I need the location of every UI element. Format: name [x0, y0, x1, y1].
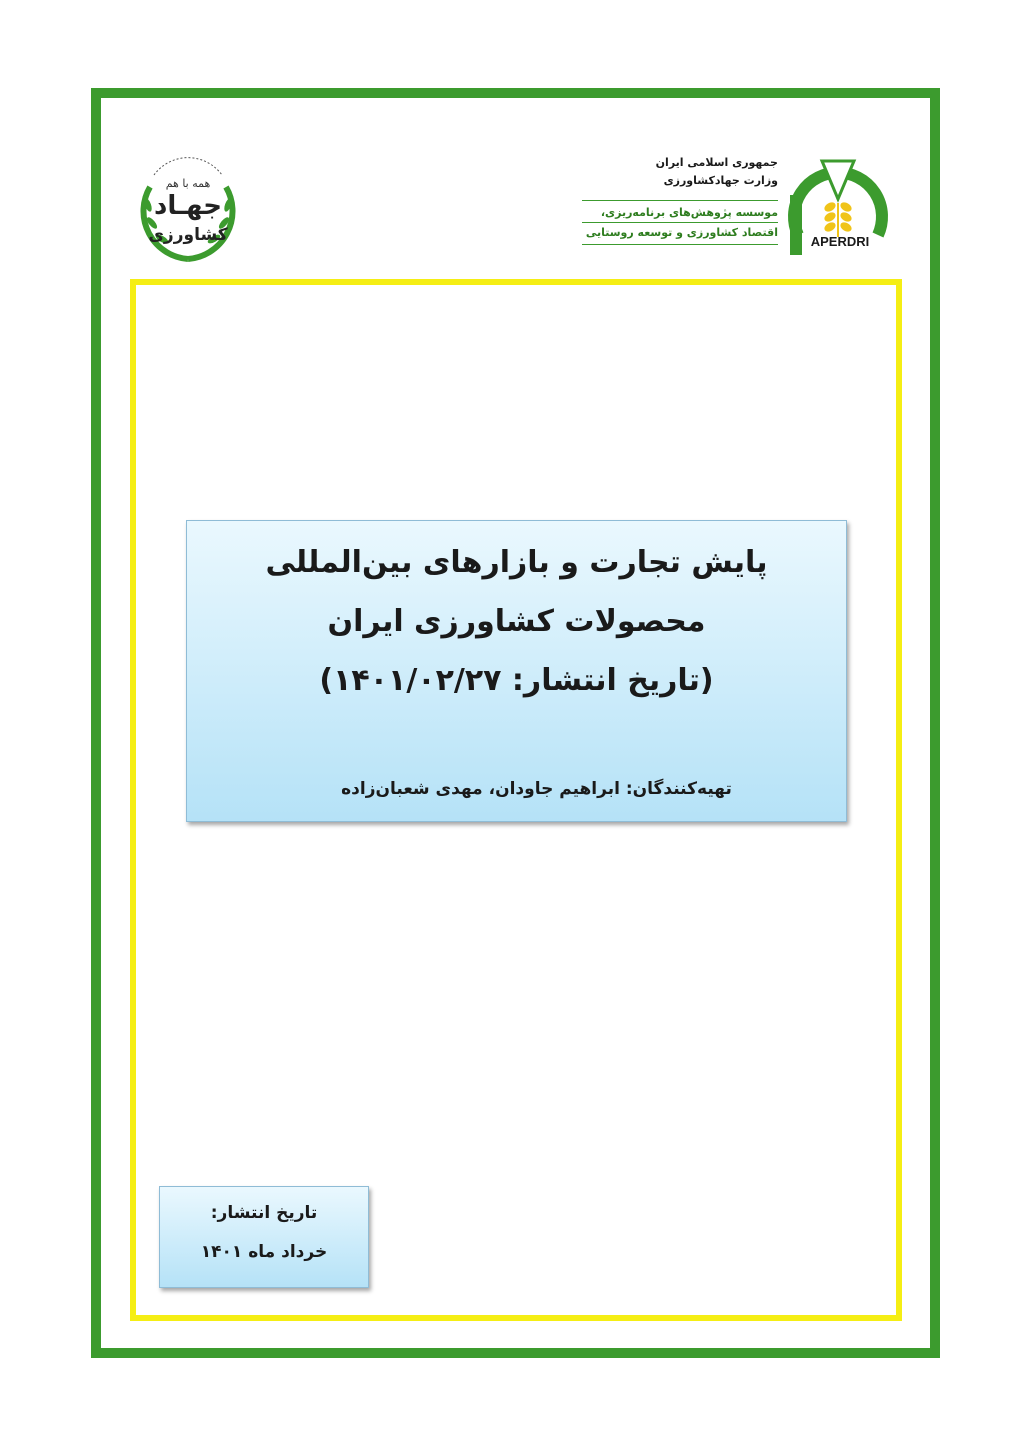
authors-line: تهیه‌کنندگان: ابراهیم جاودان، مهدی شعبان‌زاده [341, 779, 732, 799]
country-name: جمهوری اسلامی ایران [655, 156, 778, 169]
publication-date-box [159, 1186, 369, 1288]
divider [582, 244, 778, 245]
report-title-box [186, 520, 847, 822]
divider [582, 222, 778, 223]
jahad-keshavarzi-logo [128, 147, 248, 267]
institute-name-line2: اقتصاد کشاورزی و توسعه روستایی [585, 226, 778, 239]
logo-subtitle: کشاورزی [148, 225, 228, 245]
logo-slogan: همه با هم [165, 177, 211, 190]
publication-date-label: تاریخ انتشار: [210, 1203, 318, 1223]
logo-title: جهـاد [154, 191, 222, 221]
divider [582, 200, 778, 201]
report-title-line2: محصولات کشاورزی ایران [327, 604, 706, 639]
report-title-line1: پایش تجارت و بازارهای بین‌المللی [265, 545, 768, 580]
ministry-name: وزارت جهادکشاورزی [663, 174, 778, 187]
institute-name-line1: موسسه پژوهش‌های برنامه‌ریزی، [600, 206, 778, 219]
publication-date-value: خرداد ماه ۱۴۰۱ [200, 1242, 328, 1262]
report-title-date: (تاریخ انتشار: ۱۴۰۱/۰۲/۲۷) [319, 663, 714, 698]
aperdri-acronym: APERDRI [810, 234, 870, 249]
